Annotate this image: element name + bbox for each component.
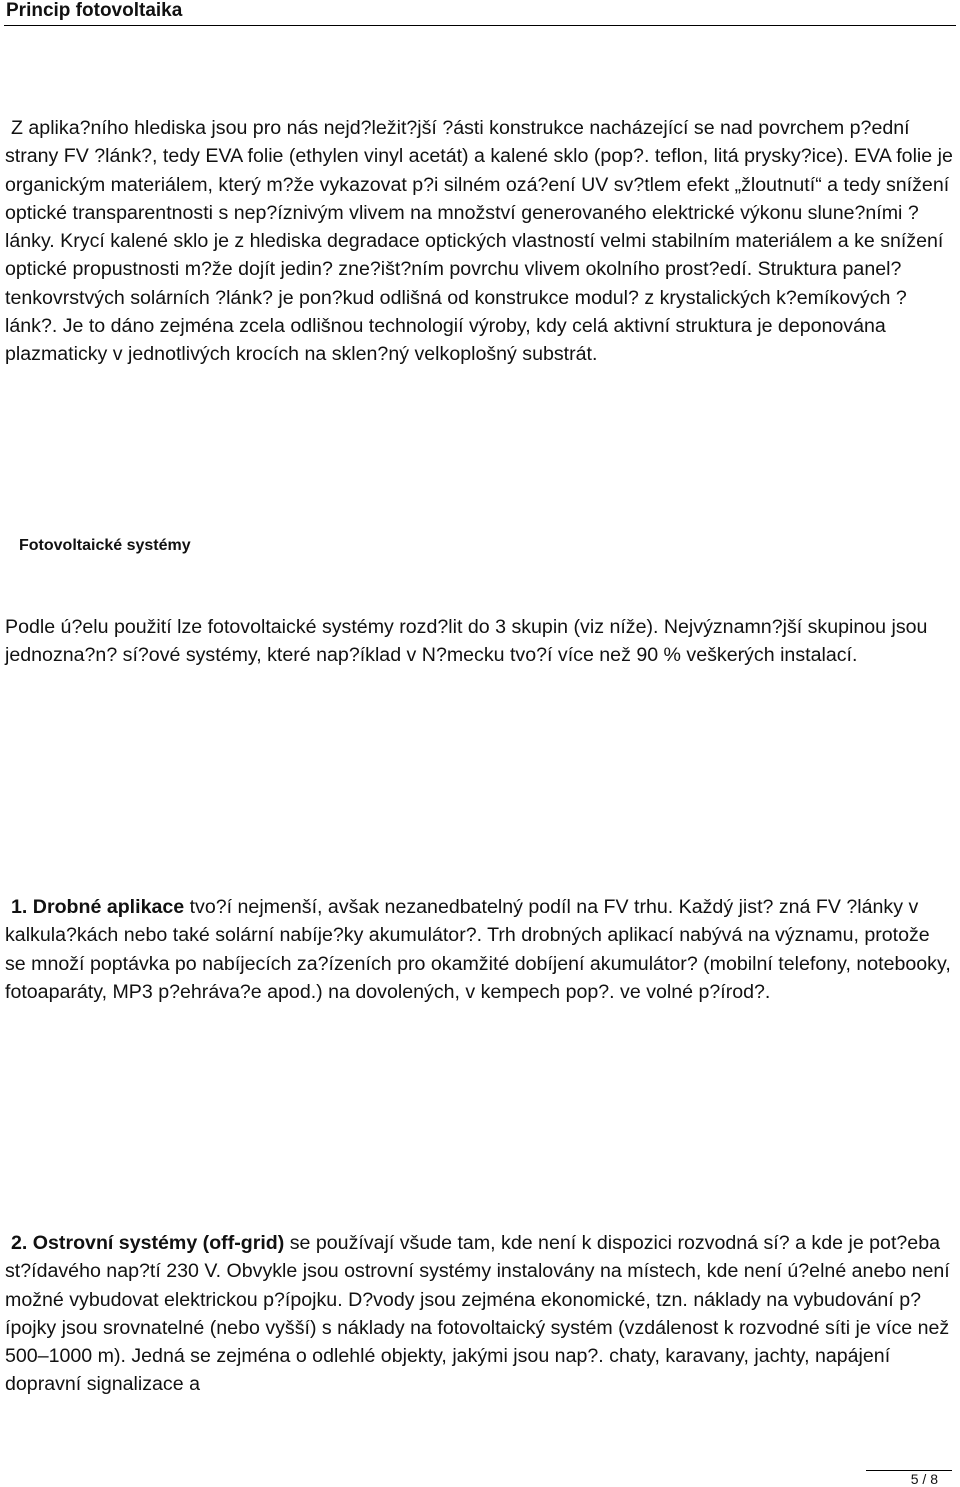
- systems-paragraph: Podle ú?elu použití lze fotovoltaické systémy rozd?lit do 3 skupin (viz níže). Nejvýznamn?jší skupinou jsou jednozna?n? sí?ové systémy, které nap?íklad v N?mecku tvo?í více než 90 % veškerých instalací.: [5, 616, 928, 667]
- section-heading: Fotovoltaické systémy: [19, 537, 191, 554]
- list-item-title: Drobné aplikace: [32, 896, 185, 918]
- list-item-number: 1.: [11, 896, 28, 918]
- intro-paragraph-rest: povrchem p?ední strany FV ?lánk?, tedy EVA folie (ethylen vinyl acetát) a kalené sklo (pop?. teflon, litá prysky?ice). EVA folie je organickým materiálem, který m?že vykazovat p?i silném ozá?ení UV sv?tlem efekt „žloutnutí“ a tedy snížení optické transparentnosti s nep?íznivým vlivem na množství generovaného elektrické výkonu slune?ními ?lánky. Krycí kalené sklo je z hlediska degradace optických vlastností velmi stabilním materiálem a ke snížení optické propustnosti m?že dojít jedin? zne?išt?ním povrchu vlivem okolního prost?edí. Struktura panel? tenkovrstvých solárních ?lánk? je pon?kud odlišná od konstrukce modul? z krystalických k?emíkových ?lánk?. Je to dáno zejména zcela odlišnou technologií výroby, kdy celá aktivní struktura je deponována plazmaticky v jednotlivých krocích na sklen?ný velkoplošný substrát.: [5, 117, 953, 366]
- list-item-text: se používají všude tam, kde není k dispozici rozvodná sí? a kde je pot?eba st?ídavého nap?tí 230 V. Obvykle jsou ostrovní systémy instalovány na místech, kde není ú?elné anebo není možné vybudovat elektrickou p?ípojku. D?vody jsou zejména ekonomické, tzn. náklady na vybudování p?ípojky jsou srovnatelné (nebo vyšší) s náklady na fotovoltaický systém (vzdálenost k rozvodné síti je více než 500–1000 m). Jedná se zejména o odlehlé objekty, jakými jsou nap?. chaty, karavany, jachty, napájení dopravní signalizace a: [5, 1232, 950, 1396]
- list-item-text: tvo?í nejmenší, avšak nezanedbatelný podíl na FV trhu. Každý jist? zná FV ?lánky v kalkula?kách nebo také solární nabíje?ky akumulátor?. Trh drobných aplikací nabývá na významu, protože se množí poptávka po nabíjecích za?ízeních pro okamžité dobíjení akumulátor? (mobilní telefony, notebooky, fotoaparáty, MP3 p?ehráva?e apod.) na dovolených, v kempech pop?. ve volné p?írod?.: [5, 896, 951, 1003]
- page-number: 5 / 8: [910, 1471, 938, 1487]
- list-item-title: Ostrovní systémy (off-grid): [32, 1232, 285, 1254]
- footer-divider: [866, 1470, 952, 1471]
- list-item-small-applications: [5, 893, 955, 1006]
- document-title: Princip fotovoltaika: [6, 0, 183, 21]
- list-item-off-grid-systems: [5, 1229, 955, 1399]
- header-divider: [4, 25, 956, 26]
- intro-paragraph: [5, 114, 955, 369]
- list-item-number: 2.: [11, 1232, 28, 1254]
- intro-paragraph-line1: Z aplika?ního hlediska jsou pro nás nejd?ležit?jší ?ásti konstrukce nacházející se nad: [11, 117, 753, 139]
